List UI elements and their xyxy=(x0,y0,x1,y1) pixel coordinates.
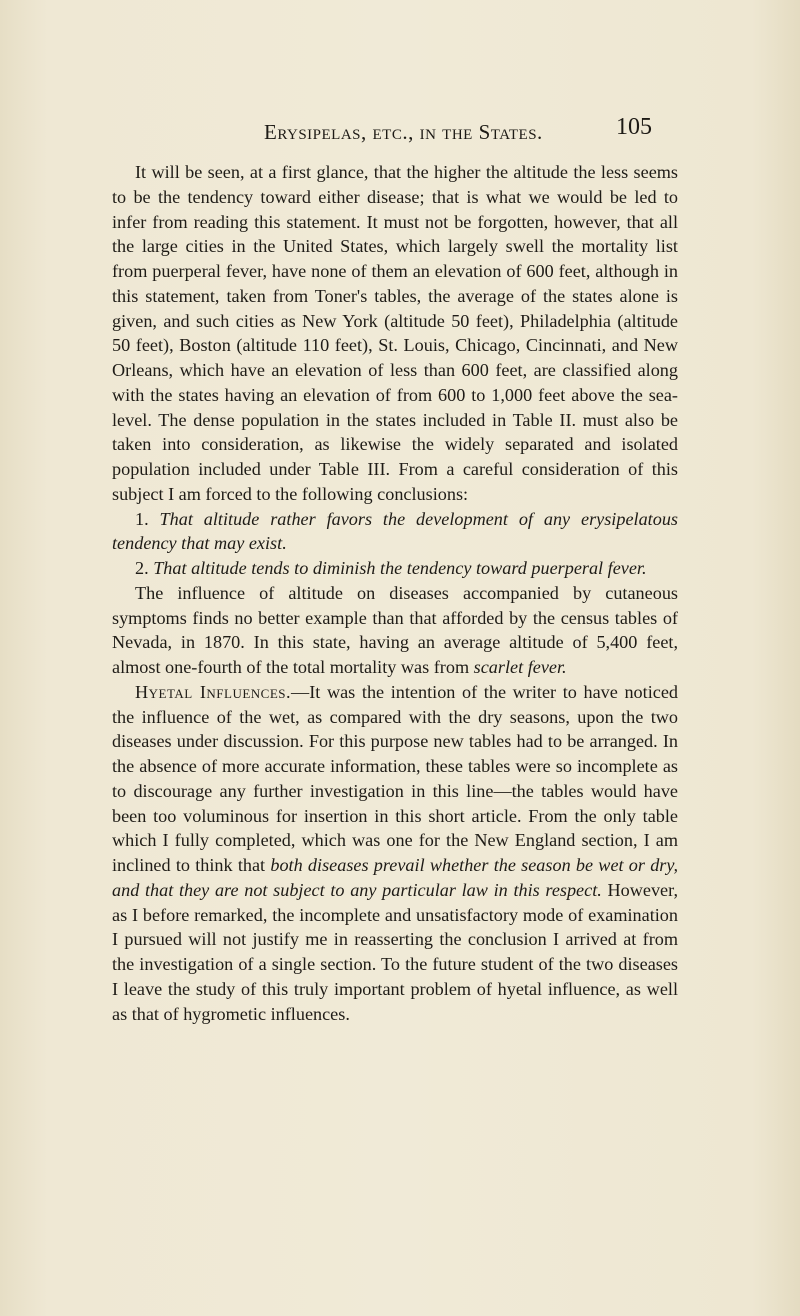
hyetal-conclusion-emphasis: both diseases prevail whether the season be wet or dry, and that they are not subject to any particular law in this respect. xyxy=(112,855,678,900)
paragraph-nevada xyxy=(112,581,678,680)
conclusion-1 xyxy=(112,507,678,557)
conclusion-1-text: That altitude rather favors the development of any erysipelatous tendency that may exist. xyxy=(112,508,678,554)
conclusion-2 xyxy=(112,556,678,581)
paragraph-altitude: It will be seen, at a first glance, that the higher the altitude the less seems to be the tendency toward either disease; that is what we would be led to infer from reading this statement. It must not be forgotten, however, that all the large cities in the United States, which largely swell the mortality list from puerperal fever, have none of them an elevation of 600 feet, although in this statement, taken from Toner's tables, the average of the states alone is given, and such cities as New York (altitude 50 feet), Philadelphia (altitude 50 feet), Boston (altitude 110 feet), St. Louis, Chicago, Cincinnati, and New Orleans, which have an elevation of less than 600 feet, are classified along with the states having an elevation of from 600 to 1,000 feet above the sea-level. The dense population in the states included in Table II. must also be taken into consideration, as likewise the widely separated and isolated population included under Table III. From a careful consideration of this subject I am forced to the following conclusions: xyxy=(112,162,678,504)
conclusion-2-number: 2. xyxy=(135,558,149,578)
running-head xyxy=(264,120,543,145)
page-number: 105 xyxy=(616,114,652,140)
paragraph-nevada-text: The influence of altitude on diseases accompanied by cutaneous symptoms finds no better example than that afforded by the census tables of Nevada, in 1870. In this state, having an average altitude of 5,400 feet, almost one-fourth of the total mortality was from xyxy=(112,582,678,677)
conclusion-2-text: That altitude tends to diminish the tendency toward puerperal fever. xyxy=(153,558,647,578)
paragraph-hyetal-text: —It was the intention of the writer to have noticed the influence of the wet, as compared with the dry seasons, upon the two diseases under discussion. For this purpose new tables had to be arranged. In the absence of more accurate information, these tables were so incomplete as to discourage any further investigation in this line—the tables would have been too voluminous for insertion in this short article. From the only table which I fully completed, which was one for the New England section, I am inclined to think that xyxy=(112,681,678,875)
section-heading-hyetal: Hyetal Influences. xyxy=(135,681,292,702)
paragraph-hyetal-closing: However, as I before remarked, the incomplete and unsatisfactory mode of examination I pursued will not justify me in reasserting the conclusion I arrived at from the investigation of a single section. To the future student of the two diseases I leave the study of this truly important problem of hyetal influence, as well as that of hygrometic influences. xyxy=(112,879,678,1024)
body-text xyxy=(112,160,678,1026)
scarlet-fever-emphasis: scarlet fever. xyxy=(473,657,567,677)
paragraph-hyetal xyxy=(112,680,678,1027)
running-title: Erysipelas, etc., in the States. xyxy=(264,120,543,144)
conclusion-1-number: 1. xyxy=(135,508,149,529)
